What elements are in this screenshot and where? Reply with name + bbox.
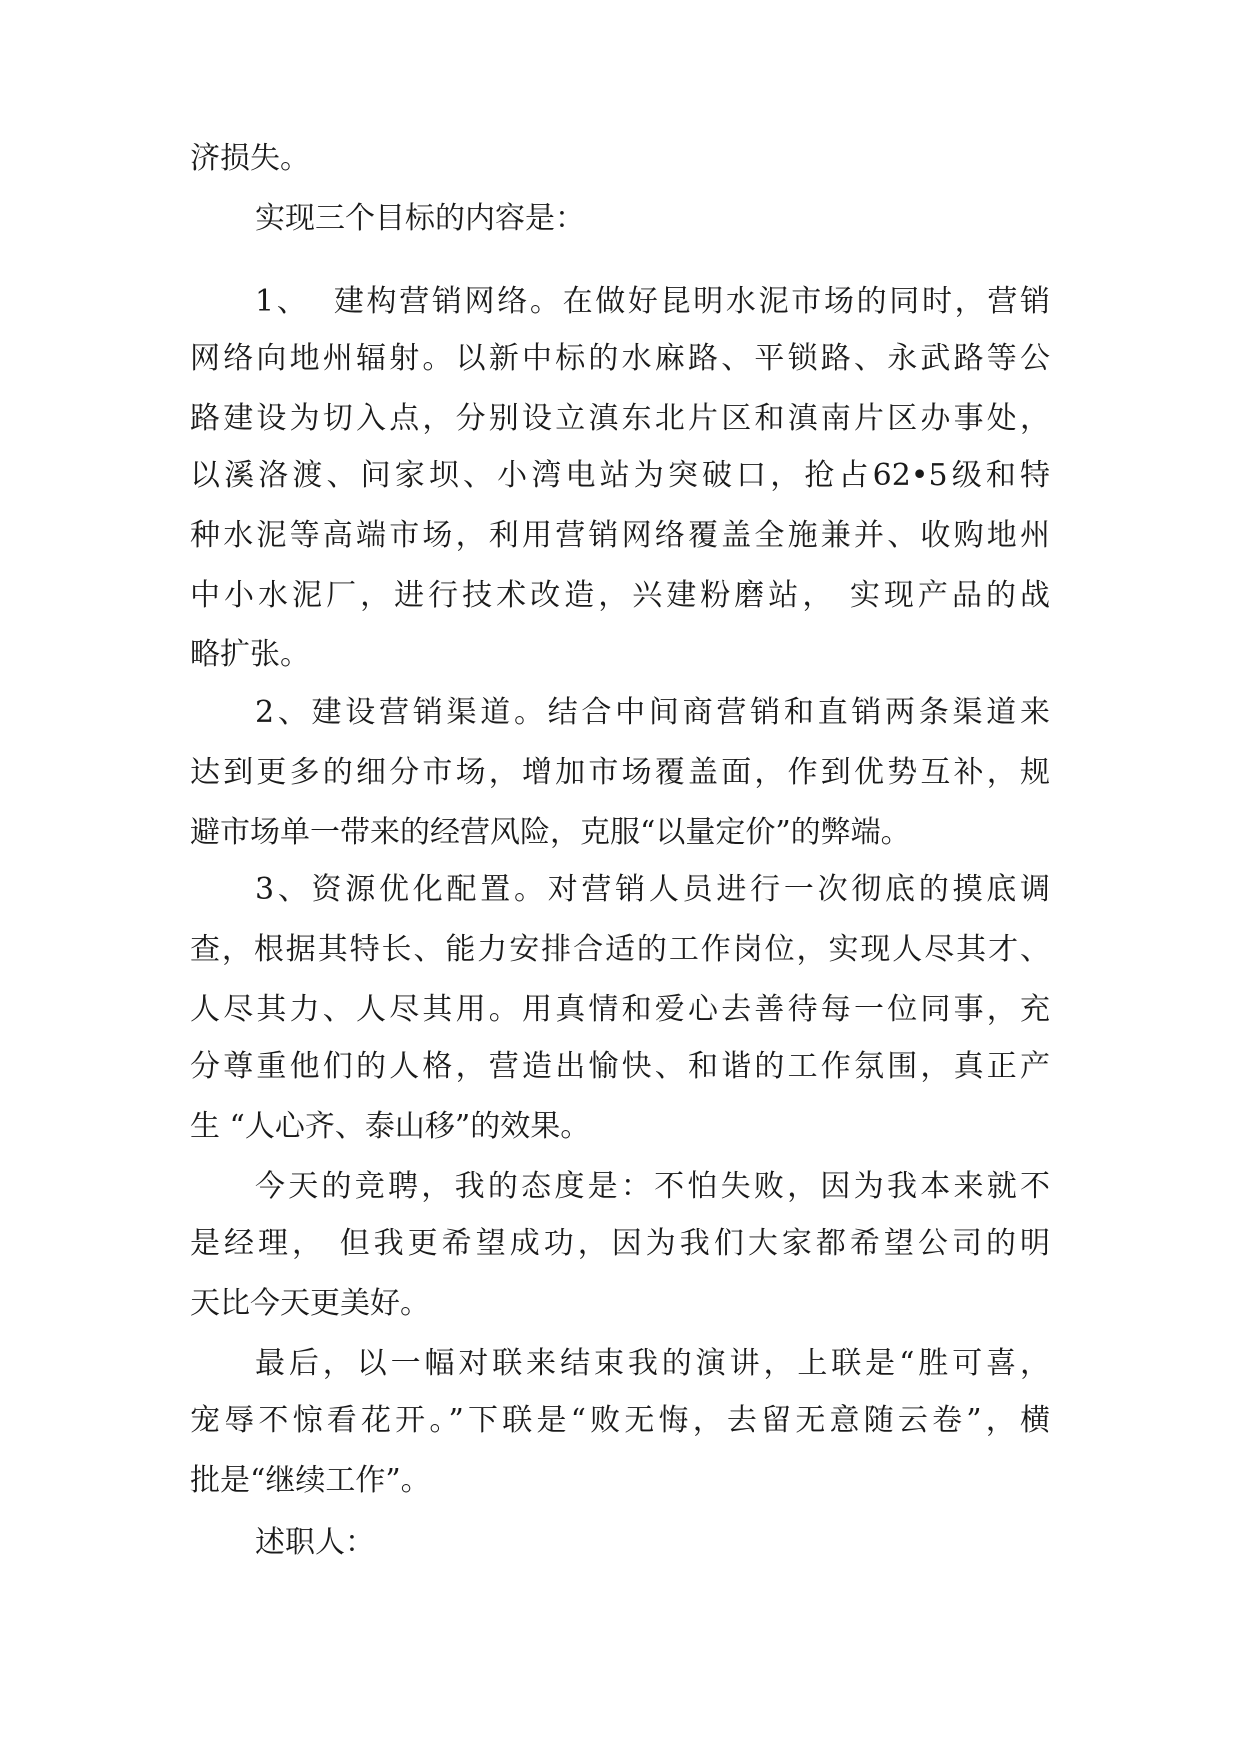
text-line: 网络向地州辐射。以新中标的水麻路、平锁路、永武路等公 <box>190 341 1050 376</box>
text-line: 宠辱不惊看花开。”下联是“败无悔，去留无意随云卷”，横 <box>190 1403 1050 1438</box>
text-line: 实现三个目标的内容是： <box>255 201 585 236</box>
text-line: 是经理， 但我更希望成功，因为我们大家都希望公司的明 <box>190 1226 1050 1261</box>
text-line: 避市场单一带来的经营风险，克服“以量定价”的弊端。 <box>190 815 911 850</box>
text-line: 人尽其力、人尽其用。用真情和爱心去善待每一位同事，充 <box>190 992 1050 1027</box>
text-line: 天比今天更美好。 <box>190 1286 430 1321</box>
text-line: 2、建设营销渠道。结合中间商营销和直销两条渠道来 <box>255 695 1050 730</box>
text-line: 1、 建构营销网络。在做好昆明水泥市场的同时，营销 <box>255 284 1050 319</box>
text-line: 济损失。 <box>190 141 310 176</box>
text-line: 中小水泥厂，进行技术改造，兴建粉磨站， 实现产品的战 <box>190 578 1050 613</box>
text-line: 略扩张。 <box>190 637 310 672</box>
text-line: 批是“继续工作”。 <box>190 1463 431 1498</box>
text-line: 述职人： <box>255 1525 375 1560</box>
text-line: 分尊重他们的人格，营造出愉快、和谐的工作氛围，真正产 <box>190 1049 1050 1084</box>
text-line: 种水泥等高端市场，利用营销网络覆盖全施兼并、收购地州 <box>190 518 1050 553</box>
text-line: 今天的竞聘，我的态度是：不怕失败，因为我本来就不 <box>255 1169 1050 1204</box>
text-line: 3、资源优化配置。对营销人员进行一次彻底的摸底调 <box>255 872 1050 907</box>
text-line: 路建设为切入点，分别设立滇东北片区和滇南片区办事处， <box>190 401 1050 436</box>
text-line: 查，根据其特长、能力安排合适的工作岗位，实现人尽其才、 <box>190 932 1050 967</box>
text-line: 以溪洛渡、问家坝、小湾电站为突破口，抢占62•5级和特 <box>190 458 1050 493</box>
text-line: 生 “人心齐、泰山移”的效果。 <box>190 1109 591 1144</box>
text-line: 达到更多的细分市场，增加市场覆盖面，作到优势互补，规 <box>190 755 1050 790</box>
text-line: 最后，以一幅对联来结束我的演讲，上联是“胜可喜， <box>255 1346 1050 1381</box>
